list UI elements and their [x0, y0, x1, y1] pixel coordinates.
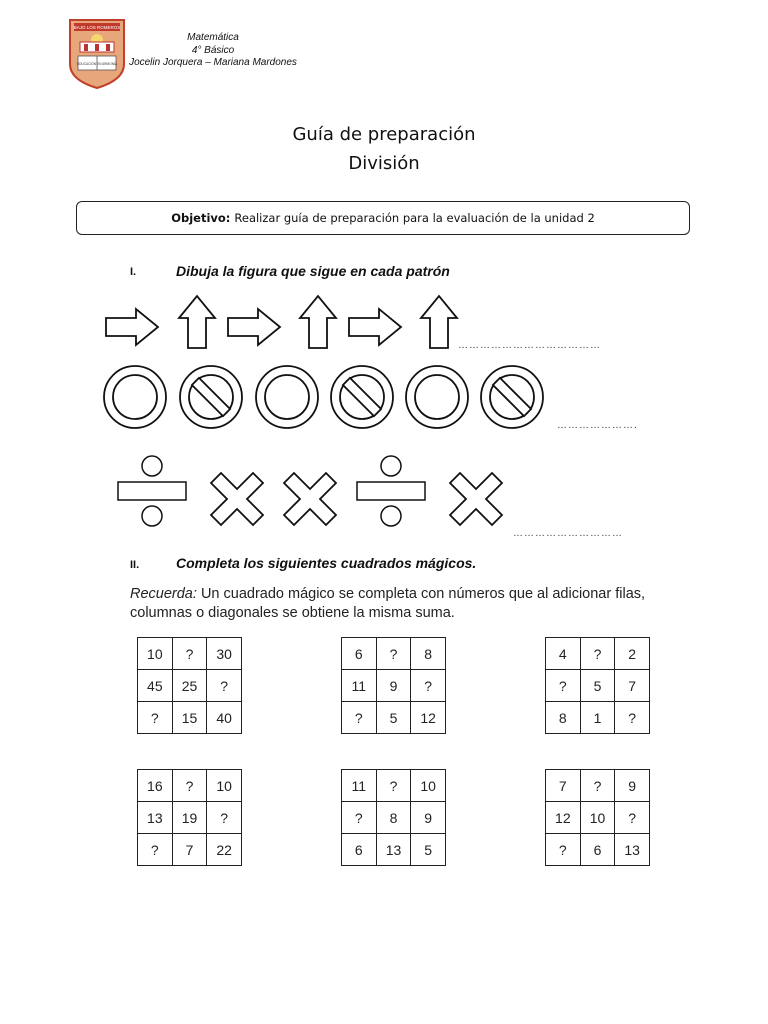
magic-square-row	[342, 702, 446, 734]
magic-square-row	[546, 670, 650, 702]
grade-label: 4° Básico	[191, 44, 235, 56]
magic-square-cell: 13	[615, 834, 650, 866]
magic-square-row	[342, 670, 446, 702]
magic-square-cell: 22	[207, 834, 242, 866]
magic-square-cell: 2	[615, 638, 650, 670]
magic-square-row	[546, 802, 650, 834]
ring-icon	[406, 366, 468, 428]
objective-text: Realizar guía de preparación para la evaluación de la unidad 2	[234, 211, 595, 225]
prohibited-icon	[180, 366, 242, 428]
magic-square-blank-cell[interactable]: ?	[376, 770, 411, 802]
magic-square-blank-cell[interactable]: ?	[207, 802, 242, 834]
magic-square-blank-cell[interactable]: ?	[207, 670, 242, 702]
magic-square-row	[342, 802, 446, 834]
arrow-right-icon	[106, 309, 158, 345]
magic-square-cell: 5	[580, 670, 615, 702]
svg-text:BAJO LOS ROMEROS: BAJO LOS ROMEROS	[73, 25, 121, 30]
magic-square-cell: 16	[138, 770, 173, 802]
magic-square-row	[546, 834, 650, 866]
magic-square-blank-cell[interactable]: ?	[138, 702, 173, 734]
magic-square-row	[138, 702, 242, 734]
section-2-title: Completa los siguientes cuadrados mágicos.	[176, 555, 477, 571]
multiplication-sign-icon	[211, 473, 263, 525]
magic-square-cell: 12	[546, 802, 581, 834]
magic-square-blank-cell[interactable]: ?	[138, 834, 173, 866]
magic-square-blank-cell[interactable]: ?	[172, 638, 207, 670]
magic-square-blank-cell[interactable]: ?	[546, 834, 581, 866]
magic-square-row	[342, 834, 446, 866]
division-sign-icon	[118, 456, 186, 526]
prohibited-icon	[481, 366, 543, 428]
page-subtitle: División	[348, 153, 420, 174]
remember-text: Un cuadrado mágico se completa con números que al adicionar filas, columnas o diagonales se obtiene la misma suma.	[130, 586, 646, 621]
magic-square	[341, 769, 446, 866]
magic-square-cell: 6	[342, 638, 377, 670]
magic-square-blank-cell[interactable]: ?	[342, 802, 377, 834]
magic-square-blank-cell[interactable]: ?	[376, 638, 411, 670]
magic-square	[341, 637, 446, 734]
arrow-right-icon	[228, 309, 280, 345]
magic-square-blank-cell[interactable]: ?	[580, 638, 615, 670]
section-2-number: II.	[130, 559, 140, 571]
magic-square-cell: 19	[172, 802, 207, 834]
magic-square-cell: 12	[411, 702, 446, 734]
magic-square-cell: 10	[580, 802, 615, 834]
magic-square-cell: 1	[580, 702, 615, 734]
magic-square-row	[546, 770, 650, 802]
magic-square-cell: 30	[207, 638, 242, 670]
magic-square-blank-cell[interactable]: ?	[546, 670, 581, 702]
magic-square-cell: 5	[411, 834, 446, 866]
magic-square-cell: 7	[172, 834, 207, 866]
arrow-up-icon	[300, 296, 336, 348]
magic-square-cell: 10	[411, 770, 446, 802]
magic-square-cell: 9	[376, 670, 411, 702]
magic-square-row	[138, 834, 242, 866]
magic-square-cell: 6	[342, 834, 377, 866]
ring-icon	[104, 366, 166, 428]
division-sign-icon	[357, 456, 425, 526]
magic-square-blank-cell[interactable]: ?	[172, 770, 207, 802]
magic-square	[137, 637, 242, 734]
teachers-label: Jocelin Jorquera – Mariana Mardones	[129, 57, 297, 68]
magic-square	[545, 769, 650, 866]
magic-square-cell: 7	[546, 770, 581, 802]
page-title: Guía de preparación	[292, 124, 476, 145]
magic-square-blank-cell[interactable]: ?	[411, 670, 446, 702]
magic-square-cell: 4	[546, 638, 581, 670]
prohibited-icon	[331, 366, 393, 428]
svg-text:EDUCACIÓN EN ARMONÍA: EDUCACIÓN EN ARMONÍA	[76, 62, 118, 66]
magic-square-cell: 15	[172, 702, 207, 734]
answer-blank-row-1[interactable]: …………………………………	[458, 340, 601, 351]
magic-square-cell: 11	[342, 670, 377, 702]
arrow-up-icon	[179, 296, 215, 348]
answer-blank-row-2[interactable]: ………………….	[557, 420, 638, 431]
answer-blank-row-3[interactable]: …………………………	[513, 528, 623, 539]
multiplication-sign-icon	[450, 473, 502, 525]
subject-label: Matemática	[187, 32, 239, 43]
objective-label: Objetivo:	[171, 211, 231, 225]
magic-square-row	[138, 802, 242, 834]
magic-square-cell: 25	[172, 670, 207, 702]
magic-square	[137, 769, 242, 866]
magic-square-row	[138, 638, 242, 670]
magic-square-cell: 13	[138, 802, 173, 834]
section-1-title: Dibuja la figura que sigue en cada patrón	[176, 263, 450, 279]
magic-square-blank-cell[interactable]: ?	[580, 770, 615, 802]
magic-square-cell: 10	[138, 638, 173, 670]
remember-label: Recuerda:	[130, 586, 197, 602]
magic-square-cell: 8	[376, 802, 411, 834]
magic-square-blank-cell[interactable]: ?	[615, 802, 650, 834]
magic-square-row	[546, 702, 650, 734]
magic-square-row	[342, 770, 446, 802]
magic-square-cell: 40	[207, 702, 242, 734]
magic-square-blank-cell[interactable]: ?	[342, 702, 377, 734]
magic-square-cell: 6	[580, 834, 615, 866]
magic-square-row	[138, 770, 242, 802]
ring-icon	[256, 366, 318, 428]
magic-square	[545, 637, 650, 734]
arrow-right-icon	[349, 309, 401, 345]
magic-square-row	[546, 638, 650, 670]
magic-square-cell: 13	[376, 834, 411, 866]
magic-square-cell: 9	[615, 770, 650, 802]
remember-note	[130, 585, 690, 623]
magic-square-blank-cell[interactable]: ?	[615, 702, 650, 734]
arrow-up-icon	[421, 296, 457, 348]
multiplication-sign-icon	[284, 473, 336, 525]
magic-square-cell: 7	[615, 670, 650, 702]
magic-square-cell: 9	[411, 802, 446, 834]
magic-square-cell: 11	[342, 770, 377, 802]
magic-square-cell: 8	[546, 702, 581, 734]
magic-square-cell: 8	[411, 638, 446, 670]
section-1-number: I.	[130, 266, 137, 278]
magic-square-cell: 10	[207, 770, 242, 802]
magic-square-row	[342, 638, 446, 670]
magic-square-cell: 45	[138, 670, 173, 702]
magic-square-cell: 5	[376, 702, 411, 734]
magic-square-row	[138, 670, 242, 702]
